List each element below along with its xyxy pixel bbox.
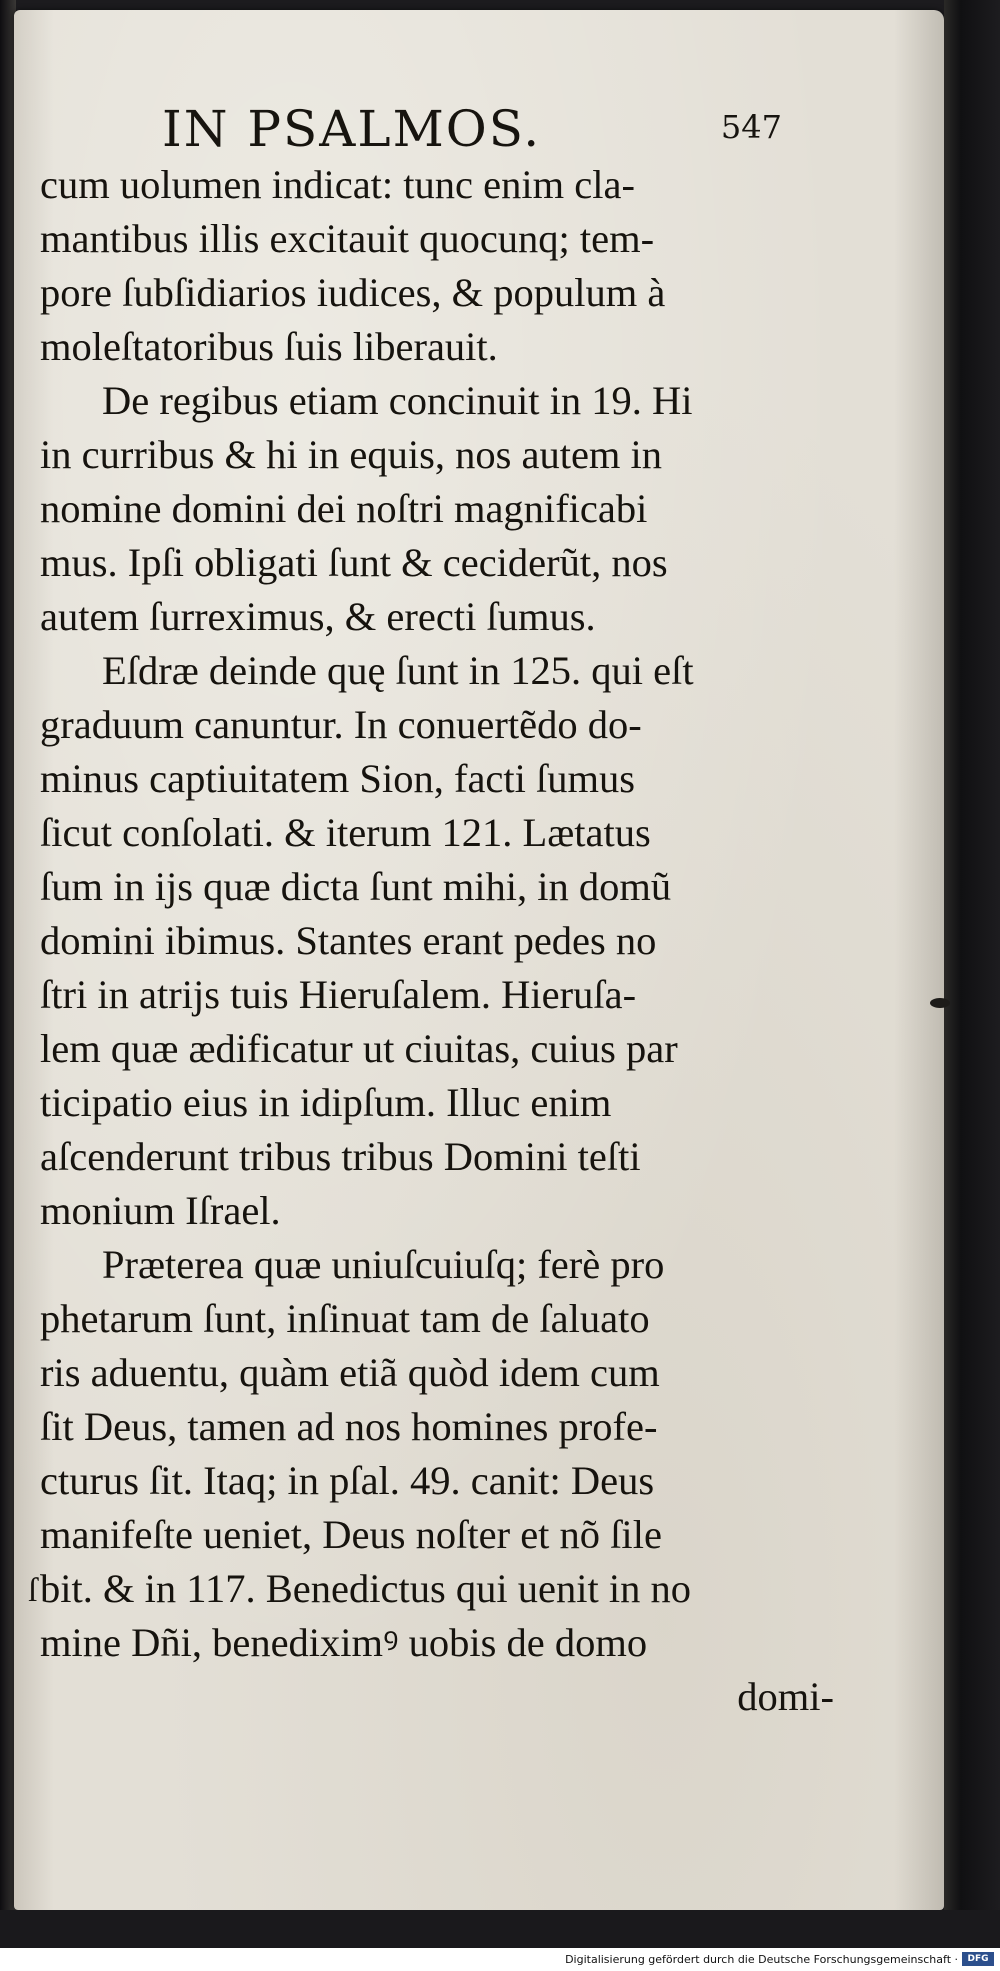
text-line: mus. Ipſi obligati ſunt & ceciderũt, nos bbox=[40, 540, 668, 585]
text-line: in curribus & hi in equis, nos autem in bbox=[40, 432, 663, 477]
page-number: 547 bbox=[720, 108, 782, 146]
text-line: autem ſurreximus, & erecti ſumus. bbox=[40, 594, 596, 639]
paragraph-start-line: Eſdræ deinde quę ſunt in 125. qui eſt bbox=[102, 648, 694, 693]
text-line: pore ſubſidiarios iudices, & populum à bbox=[40, 270, 666, 315]
text-line: mine Dñi, benediximꝰ uobis de domo bbox=[40, 1620, 648, 1665]
text-line: ſum in ijs quæ dicta ſunt mihi, in domũ bbox=[40, 864, 672, 909]
text-line: domini ibimus. Stantes erant pedes no bbox=[40, 918, 657, 963]
digitization-footer bbox=[0, 1948, 1000, 1971]
text-line: graduum canuntur. In conuertẽdo do- bbox=[40, 702, 642, 747]
paragraph-start-line: De regibus etiam concinuit in 19. Hi bbox=[102, 378, 693, 423]
text-line: mantibus illis excitauit quocunq; tem- bbox=[40, 216, 655, 261]
text-line: ris aduentu, quàm etiã quòd idem cum bbox=[40, 1350, 660, 1395]
dfg-logo-icon: DFG bbox=[962, 1952, 994, 1966]
text-line: ſicut conſolati. & iterum 121. Lætatus bbox=[40, 810, 651, 855]
scan-bottom-border bbox=[0, 1910, 1000, 1948]
body-text bbox=[40, 158, 840, 1724]
page-edge-blot bbox=[930, 998, 950, 1008]
text-line: cturus ſit. Itaq; in pſal. 49. canit: Deus bbox=[40, 1458, 655, 1503]
text-line: ſtri in atrijs tuis Hieruſalem. Hieruſa- bbox=[40, 972, 637, 1017]
catchword: domi- bbox=[737, 1674, 834, 1719]
text-line: moleſtatoribus ſuis liberauit. bbox=[40, 324, 498, 369]
page-edge-dark bbox=[944, 0, 1000, 1948]
running-head: IN PSALMOS. bbox=[162, 100, 542, 158]
page-header bbox=[162, 100, 782, 160]
text-line: aſcenderunt tribus tribus Domini teſti bbox=[40, 1134, 641, 1179]
text-line: cum uolumen indicat: tunc enim cla- bbox=[40, 162, 635, 207]
margin-mark: ſ bbox=[28, 1572, 38, 1609]
text-line: minus captiuitatem Sion, facti ſumus bbox=[40, 756, 636, 801]
paragraph-start-line: Præterea quæ uniuſcuiuſq; ferè pro bbox=[102, 1242, 665, 1287]
text-line: bit. & in 117. Benedictus qui uenit in no bbox=[40, 1566, 691, 1611]
funding-credit: Digitalisierung gefördert durch die Deutsche Forschungsgemeinschaft · bbox=[565, 1953, 958, 1966]
text-line: manifeſte ueniet, Deus noſter et nõ ſile bbox=[40, 1512, 662, 1557]
text-line: ticipatio eius in idipſum. Illuc enim bbox=[40, 1080, 612, 1125]
text-line: phetarum ſunt, inſinuat tam de ſaluato bbox=[40, 1296, 650, 1341]
text-line: nomine domini dei noſtri magnificabi bbox=[40, 486, 648, 531]
text-line: lem quæ ædificatur ut ciuitas, cuius par bbox=[40, 1026, 678, 1071]
text-line: monium Iſrael. bbox=[40, 1188, 281, 1233]
text-line: ſit Deus, tamen ad nos homines profe- bbox=[40, 1404, 658, 1449]
